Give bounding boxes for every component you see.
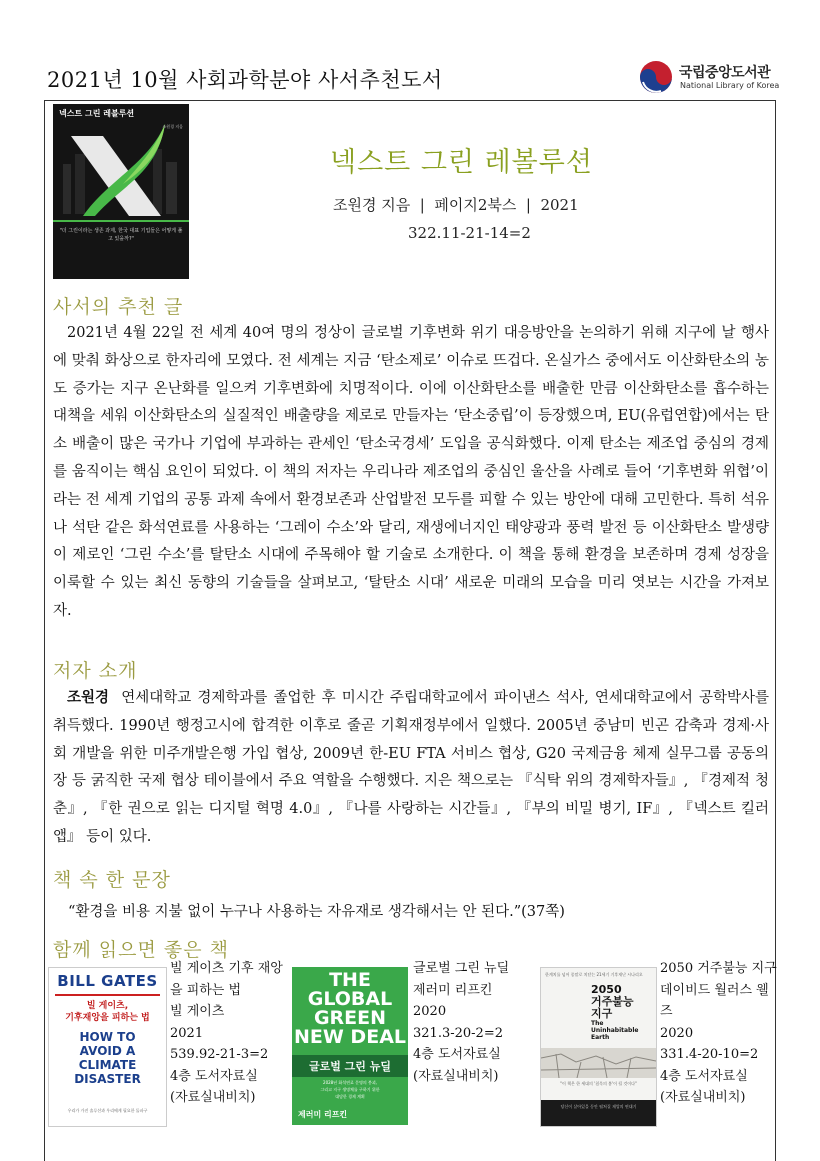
cover-bottom-band: [541, 1100, 656, 1126]
cover-bottom-text: 당신이 살아있을 동안 펼쳐질 재앙의 연대기: [560, 1104, 637, 1109]
related-book-location-note: (자료실내비치): [660, 1090, 746, 1105]
cracked-earth-art: [541, 1048, 656, 1078]
section-recommend-heading: 사서의 추천 글: [53, 296, 184, 318]
related-book-location: 4층 도서자료실: [413, 1047, 501, 1062]
cover-divider: [55, 994, 160, 996]
related-book-info-1: [170, 958, 288, 1109]
cover-footer: 우리가 가진 솔루션과 우리에게 필요한 돌파구: [67, 1108, 148, 1113]
section-quote-heading: 책 속 한 문장: [53, 869, 171, 891]
cover-korean-title: 2050 거주불능 지구: [591, 983, 634, 1020]
related-book-year: 2020: [660, 1025, 694, 1041]
book-quote: “환경을 비용 지불 없이 누구나 사용하는 자유재로 생각해서는 안 된다.”(37쪽): [68, 904, 565, 920]
section-author-heading: 저자 소개: [53, 660, 138, 682]
author-name: 조원경: [67, 689, 110, 706]
related-book-year: 2020: [413, 1004, 447, 1019]
related-book-info-3: [660, 958, 777, 1109]
recommend-paragraph: [53, 320, 769, 626]
book-meta: 조원경 지음 | 페이지2북스 | 2021: [333, 196, 579, 214]
cover-quote: "이 책은 한 세대의 '침묵의 봄'이 될 것이다": [560, 1081, 637, 1086]
related-book-info-2: [413, 958, 509, 1087]
cover-english-title: The Uninhabitable Earth: [591, 1020, 639, 1041]
related-book-call-number: 321.3-20-2=2: [413, 1025, 503, 1041]
cover-title: 넥스트 그린 레볼루션: [59, 109, 135, 118]
cover-author: 조원경 지음: [162, 124, 183, 129]
related-book-title: 빌 게이츠 기후 재앙을 피하는 법: [170, 961, 283, 998]
related-book-year: 2021: [170, 1025, 204, 1041]
author-text: 연세대학교 경제학과를 졸업한 후 미시간 주립대학교에서 파이낸스 석사, 연세대학교에서 공학박사를 취득했다. 1990년 행정고시에 합격한 이후로 줄곧 기획재정부에서 일했다. 2005년 중남미 빈곤 감축과 경제·사회 개발을 위한 미주개발은행 가입 협상, 2009년 한-EU FTA 서비스 협상, G20 국제금융 체제 실무그룹 공동의장 등 굵직한 국제 협상 테이블에서 주요 역할을 수행했다. 지은 책으로는 『식탁 위의 경제학자들』, 『경제적 청춘』, 『한 권으로 읽는 디지털 혁명 4.0』, 『나를 사랑하는 시간들』, 『부의 비밀 병기, IF』, 『넥스트 킬러앱』 등이 있다.: [53, 690, 770, 845]
related-book-title: 글로벌 그린 뉴딜: [413, 961, 510, 976]
library-logo: [639, 60, 789, 96]
related-book-author: 빌 게이츠: [170, 1004, 225, 1019]
cover-author: 제러미 리프킨: [298, 1110, 348, 1119]
related-book-cover-3: [540, 967, 657, 1127]
book-call-number: 322.11-21-14=2: [408, 224, 531, 242]
recommend-text: 2021년 4월 22일 전 세계 40여 명의 정상이 글로벌 기후변화 위기 대응방안을 논의하기 위해 지구에 날 행사에 맞춰 화상으로 한자리에 모였다. 전 세계는 지금 ‘탄소제로’ 이슈로 뜨겁다. 온실가스 중에서도 이산화탄소의 농도 증가는 지구 온난화를 일으켜 기후변화에 치명적이다. 이에 이산화탄소를 배출한 만큼 이산화탄소를 흡수하는 대책을 세워 이산화탄소의 실질적인 배출량을 제로로 만들자는 ‘탄소중립’이 등장했으며, EU(유럽연합)에서는 탄소 배출이 많은 국가나 기업에 부과하는 관세인 ‘탄소국경세’ 도입을 공식화했다. 이제 탄소는 제조업 중심의 경제를 움직이는 핵심 요인이 되었다. 이 책의 저자는 우리나라 제조업의 중심인 울산을 사례로 들어 ‘기후변화 위협’이라는 전 세계 기업의 공통 과제 속에서 환경보존과 산업발전 모두를 피할 수 있는 방안에 대해 고민한다. 특히 석유나 석탄 같은 화석연료를 사용하는 ‘그레이 수소’와 달리, 재생에너지인 태양광과 풍력 발전 등 이산화탄소 발생량이 제로인 ‘그린 수소’를 탈탄소 시대에 주목해야 할 기술로 소개한다. 이 책을 통해 환경을 보존하며 경제 성장을 이룩할 수 있는 최신 동향의 기술들을 살펴보고, ‘탈탄소 시대’ 새로운 미래의 모습을 미리 엿보는 시간을 가져보자.: [53, 325, 769, 619]
related-book-location: 4층 도서자료실: [170, 1068, 258, 1084]
book-title: 넥스트 그린 레볼루션: [330, 147, 593, 178]
cover-korean-title: 빌 게이츠, 기후재앙을 피하는 법: [65, 1001, 150, 1023]
related-book-cover-1: [48, 967, 167, 1127]
section-related-heading: 함께 읽으면 좋은 책: [53, 939, 229, 961]
related-book-author: 데이비드 월러스 웰즈: [660, 982, 769, 1019]
related-book-title: 2050 거주불능 지구: [660, 961, 777, 976]
cover-subtitle: "더 그린이라는 생존 과제, 한국 대표 기업들은 어떻게 풀고 있을까?": [59, 228, 183, 242]
book-cover: [53, 104, 189, 279]
logo-korean-name: 국립중앙도서관: [679, 65, 771, 81]
cover-artwork: [53, 104, 189, 279]
related-book-location-note: (자료실내비치): [170, 1090, 256, 1105]
cover-english-title: THE GLOBAL GREEN NEW DEAL: [293, 969, 406, 1048]
related-book-call-number: 331.4-20-10=2: [660, 1047, 759, 1062]
cover-author-name: BILL GATES: [57, 972, 158, 990]
cover-korean-title: 글로벌 그린 뉴딜: [292, 1055, 408, 1077]
related-book-call-number: 539.92-21-3=2: [170, 1047, 269, 1062]
logo-english-name: National Library of Korea: [680, 81, 780, 90]
author-paragraph: [53, 684, 769, 852]
related-book-author: 제러미 리프킨: [413, 982, 493, 998]
related-book-location: 4층 도서자료실: [660, 1068, 748, 1084]
cover-top-text: 한계치를 넘어 종말로 치닫는 21세기 기후재난 시나리오: [545, 972, 643, 977]
related-book-location-note: (자료실내비치): [413, 1068, 499, 1084]
cover-english-title: HOW TO AVOID A CLIMATE DISASTER: [74, 1030, 141, 1086]
related-book-cover-2: [292, 967, 408, 1125]
taegeuk-logo-icon: [639, 60, 673, 94]
page-header-title: 2021년 10월 사회과학분야 사서추천도서: [47, 68, 443, 92]
cover-tagline: 2028년 화석연료 문명의 붕괴, 그리고 지구 생명체를 구하기 위한 대담한 경제 계획: [320, 1080, 380, 1099]
